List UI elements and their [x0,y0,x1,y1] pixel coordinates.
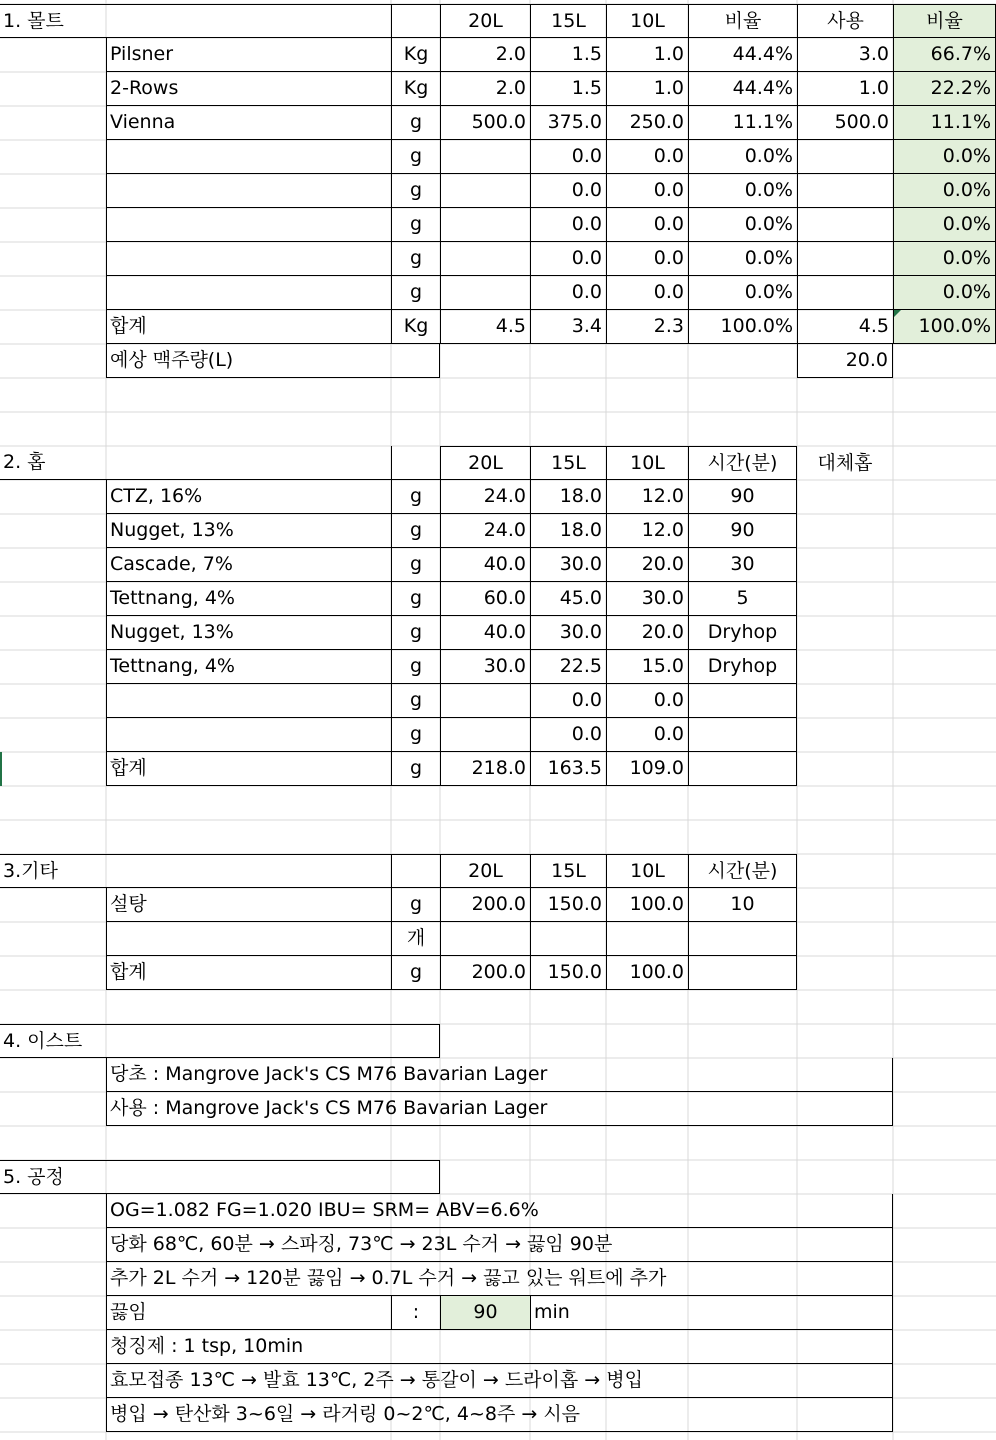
section-title-other[interactable]: 3.기타 [0,854,391,888]
malt-name-cell[interactable]: Pilsner [106,38,391,72]
malt-ratio-cell[interactable]: 0.0% [893,140,996,174]
hop-total-time[interactable] [688,752,797,786]
hop-value-cell[interactable]: 30.0 [530,548,606,582]
malt-ratio-cell[interactable]: 22.2% [893,72,996,106]
malt-total-cell[interactable]: 100.0% [688,310,797,344]
section-title-malt[interactable]: 1. 몰트 [0,4,391,38]
boil-label[interactable]: 끓임 [106,1296,391,1330]
section-title-yeast[interactable]: 4. 이스트 [0,1024,440,1058]
hop-value-cell[interactable]: 60.0 [440,582,530,616]
other-value-cell[interactable] [606,922,688,956]
unit-cell[interactable]: g [391,582,440,616]
malt-value-cell[interactable]: 1.0 [797,72,893,106]
hop-value-cell[interactable]: 40.0 [440,548,530,582]
column-header[interactable]: 15L [530,854,606,888]
unit-cell[interactable]: Kg [391,38,440,72]
column-header[interactable]: 사용 [797,4,893,38]
hop-total-cell[interactable]: 109.0 [606,752,688,786]
unit-cell[interactable]: Kg [391,310,440,344]
cell[interactable] [391,4,440,38]
column-header[interactable]: 비율 [893,4,996,38]
unit-cell[interactable]: g [391,718,440,752]
hop-time-cell[interactable]: 5 [688,582,797,616]
hop-time-cell[interactable] [688,718,797,752]
process-gravity-line[interactable]: OG=1.082 FG=1.020 IBU= SRM= ABV=6.6% [106,1194,893,1228]
malt-ratio-cell[interactable]: 0.0% [893,208,996,242]
unit-cell[interactable]: Kg [391,72,440,106]
hop-value-cell[interactable]: 15.0 [606,650,688,684]
other-total-label[interactable]: 합계 [106,956,391,990]
hop-value-cell[interactable]: 40.0 [440,616,530,650]
malt-value-cell[interactable]: 1.5 [530,38,606,72]
process-mash-line[interactable]: 당화 68℃, 60분 → 스파징, 73℃ → 23L 수거 → 끓임 90분 [106,1228,893,1262]
malt-ratio-cell[interactable]: 0.0% [893,242,996,276]
other-total-cell[interactable]: 150.0 [530,956,606,990]
malt-ratio-cell[interactable]: 0.0% [893,174,996,208]
hop-value-cell[interactable]: 30.0 [530,616,606,650]
process-boil-line[interactable]: 추가 2L 수거 → 120분 끓임 → 0.7L 수거 → 끓고 있는 워트에 추가 [106,1262,893,1296]
malt-ratio-cell[interactable]: 11.1% [893,106,996,140]
other-total-cell[interactable]: 200.0 [440,956,530,990]
malt-value-cell[interactable]: 0.0% [688,174,797,208]
malt-name-cell[interactable] [106,276,391,310]
malt-name-cell[interactable] [106,140,391,174]
hop-name-cell[interactable]: Tettnang, 4% [106,650,391,684]
hop-value-cell[interactable]: 24.0 [440,480,530,514]
boil-time-input[interactable]: 90 [440,1296,530,1330]
malt-value-cell[interactable] [440,208,530,242]
malt-value-cell[interactable]: 0.0 [530,276,606,310]
unit-cell[interactable]: g [391,548,440,582]
malt-value-cell[interactable]: 0.0% [688,140,797,174]
malt-value-cell[interactable]: 0.0% [688,208,797,242]
expected-volume-value[interactable]: 20.0 [797,344,893,378]
malt-name-cell[interactable]: Vienna [106,106,391,140]
unit-cell[interactable]: g [391,276,440,310]
malt-value-cell[interactable]: 1.0 [606,72,688,106]
column-header[interactable]: 20L [440,446,530,480]
malt-value-cell[interactable]: 2.0 [440,38,530,72]
malt-value-cell[interactable]: 0.0% [688,276,797,310]
hop-total-label[interactable]: 합계 [106,752,391,786]
malt-total-cell[interactable]: 2.3 [606,310,688,344]
hop-total-cell[interactable]: 218.0 [440,752,530,786]
malt-ratio-cell[interactable]: 0.0% [893,276,996,310]
hop-name-cell[interactable]: Nugget, 13% [106,514,391,548]
malt-name-cell[interactable] [106,242,391,276]
unit-cell[interactable]: g [391,616,440,650]
hop-value-cell[interactable]: 22.5 [530,650,606,684]
hop-total-cell[interactable]: 163.5 [530,752,606,786]
malt-value-cell[interactable] [440,276,530,310]
malt-total-cell[interactable]: 4.5 [797,310,893,344]
hop-value-cell[interactable]: 30.0 [440,650,530,684]
hop-time-cell[interactable] [688,684,797,718]
malt-value-cell[interactable]: 250.0 [606,106,688,140]
hop-value-cell[interactable]: 18.0 [530,514,606,548]
hop-value-cell[interactable]: 0.0 [606,684,688,718]
malt-value-cell[interactable]: 375.0 [530,106,606,140]
column-header-substitute-hop[interactable]: 대체홉 [817,451,873,474]
other-value-cell[interactable] [530,922,606,956]
column-header[interactable]: 시간(분) [688,446,797,480]
other-total-time[interactable] [688,956,797,990]
cell[interactable] [606,1296,893,1330]
section-title-process[interactable]: 5. 공정 [0,1160,440,1194]
other-time-cell[interactable]: 10 [688,888,797,922]
malt-value-cell[interactable] [440,174,530,208]
unit-cell[interactable]: g [391,888,440,922]
other-total-cell[interactable]: 100.0 [606,956,688,990]
hop-name-cell[interactable] [106,718,391,752]
malt-total-cell[interactable]: 4.5 [440,310,530,344]
malt-value-cell[interactable]: 500.0 [440,106,530,140]
malt-value-cell[interactable] [797,208,893,242]
malt-name-cell[interactable] [106,208,391,242]
column-header[interactable]: 10L [606,446,688,480]
column-header[interactable]: 10L [606,4,688,38]
unit-cell[interactable]: g [391,106,440,140]
cell[interactable] [391,446,440,480]
cell[interactable] [391,854,440,888]
hop-time-cell[interactable]: Dryhop [688,616,797,650]
malt-value-cell[interactable]: 44.4% [688,72,797,106]
malt-value-cell[interactable]: 3.0 [797,38,893,72]
hop-value-cell[interactable]: 45.0 [530,582,606,616]
hop-value-cell[interactable]: 12.0 [606,514,688,548]
unit-cell[interactable]: g [391,514,440,548]
malt-total-label[interactable]: 합계 [106,310,391,344]
other-value-cell[interactable]: 100.0 [606,888,688,922]
hop-value-cell[interactable]: 12.0 [606,480,688,514]
unit-cell[interactable]: g [391,752,440,786]
hop-name-cell[interactable]: CTZ, 16% [106,480,391,514]
hop-value-cell[interactable]: 24.0 [440,514,530,548]
malt-value-cell[interactable] [797,242,893,276]
unit-cell[interactable]: g [391,208,440,242]
boil-separator[interactable]: : [391,1296,440,1330]
malt-value-cell[interactable]: 0.0 [530,242,606,276]
malt-value-cell[interactable] [440,242,530,276]
malt-value-cell[interactable]: 0.0% [688,242,797,276]
hop-value-cell[interactable]: 20.0 [606,548,688,582]
malt-value-cell[interactable]: 44.4% [688,38,797,72]
unit-cell[interactable]: g [391,480,440,514]
malt-value-cell[interactable]: 1.5 [530,72,606,106]
other-value-cell[interactable] [440,922,530,956]
malt-value-cell[interactable]: 500.0 [797,106,893,140]
unit-cell[interactable]: g [391,684,440,718]
boil-unit[interactable]: min [530,1296,606,1330]
hop-time-cell[interactable]: 90 [688,480,797,514]
malt-value-cell[interactable] [797,140,893,174]
unit-cell[interactable]: g [391,242,440,276]
column-header[interactable]: 10L [606,854,688,888]
hop-value-cell[interactable] [440,718,530,752]
yeast-line[interactable]: 당초 : Mangrove Jack's CS M76 Bavarian Lager [106,1058,893,1092]
malt-value-cell[interactable]: 1.0 [606,38,688,72]
hop-value-cell[interactable]: 0.0 [606,718,688,752]
unit-cell[interactable]: g [391,956,440,990]
malt-value-cell[interactable]: 0.0 [606,242,688,276]
hop-time-cell[interactable]: 30 [688,548,797,582]
column-header[interactable]: 시간(분) [688,854,797,888]
hop-name-cell[interactable]: Cascade, 7% [106,548,391,582]
hop-time-cell[interactable]: 90 [688,514,797,548]
malt-value-cell[interactable]: 0.0 [606,140,688,174]
column-header[interactable]: 20L [440,854,530,888]
unit-cell[interactable]: 개 [391,922,440,956]
malt-value-cell[interactable] [797,174,893,208]
process-bottling-line[interactable]: 병입 → 탄산화 3~6일 → 라거링 0~2℃, 4~8주 → 시음 [106,1398,893,1432]
column-header[interactable]: 15L [530,446,606,480]
malt-value-cell[interactable] [440,140,530,174]
malt-total-ratio-cell[interactable]: 100.0% [893,310,996,344]
malt-value-cell[interactable]: 0.0 [530,140,606,174]
malt-name-cell[interactable] [106,174,391,208]
malt-ratio-cell[interactable]: 66.7% [893,38,996,72]
malt-value-cell[interactable]: 2.0 [440,72,530,106]
hop-value-cell[interactable]: 30.0 [606,582,688,616]
hop-value-cell[interactable]: 20.0 [606,616,688,650]
malt-value-cell[interactable]: 0.0 [606,276,688,310]
malt-value-cell[interactable] [797,276,893,310]
process-fermentation-line[interactable]: 효모접종 13℃ → 발효 13℃, 2주 → 통갈이 → 드라이홉 → 병입 [106,1364,893,1398]
active-row-indicator [0,752,4,786]
malt-value-cell[interactable]: 0.0 [606,174,688,208]
hop-value-cell[interactable]: 0.0 [530,718,606,752]
hop-name-cell[interactable]: Tettnang, 4% [106,582,391,616]
section-title-hops[interactable]: 2. 홉 [0,446,391,480]
malt-name-cell[interactable]: 2-Rows [106,72,391,106]
malt-value-cell[interactable]: 0.0 [530,208,606,242]
unit-cell[interactable]: g [391,650,440,684]
unit-cell[interactable]: g [391,140,440,174]
malt-value-cell[interactable]: 0.0 [530,174,606,208]
column-header[interactable]: 비율 [688,4,797,38]
expected-volume-label[interactable]: 예상 맥주량(L) [106,344,440,378]
other-name-cell[interactable]: 설탕 [106,888,391,922]
hop-name-cell[interactable] [106,684,391,718]
other-value-cell[interactable]: 200.0 [440,888,530,922]
hop-value-cell[interactable]: 0.0 [530,684,606,718]
malt-value-cell[interactable]: 0.0 [606,208,688,242]
other-time-cell[interactable] [688,922,797,956]
other-value-cell[interactable]: 150.0 [530,888,606,922]
process-fining-line[interactable]: 청징제 : 1 tsp, 10min [106,1330,893,1364]
hop-name-cell[interactable]: Nugget, 13% [106,616,391,650]
malt-total-cell[interactable]: 3.4 [530,310,606,344]
unit-cell[interactable]: g [391,174,440,208]
column-header[interactable]: 15L [530,4,606,38]
malt-value-cell[interactable]: 11.1% [688,106,797,140]
column-header[interactable]: 20L [440,4,530,38]
hop-value-cell[interactable]: 18.0 [530,480,606,514]
hop-time-cell[interactable]: Dryhop [688,650,797,684]
hop-value-cell[interactable] [440,684,530,718]
other-name-cell[interactable] [106,922,391,956]
yeast-line[interactable]: 사용 : Mangrove Jack's CS M76 Bavarian Lager [106,1092,893,1126]
